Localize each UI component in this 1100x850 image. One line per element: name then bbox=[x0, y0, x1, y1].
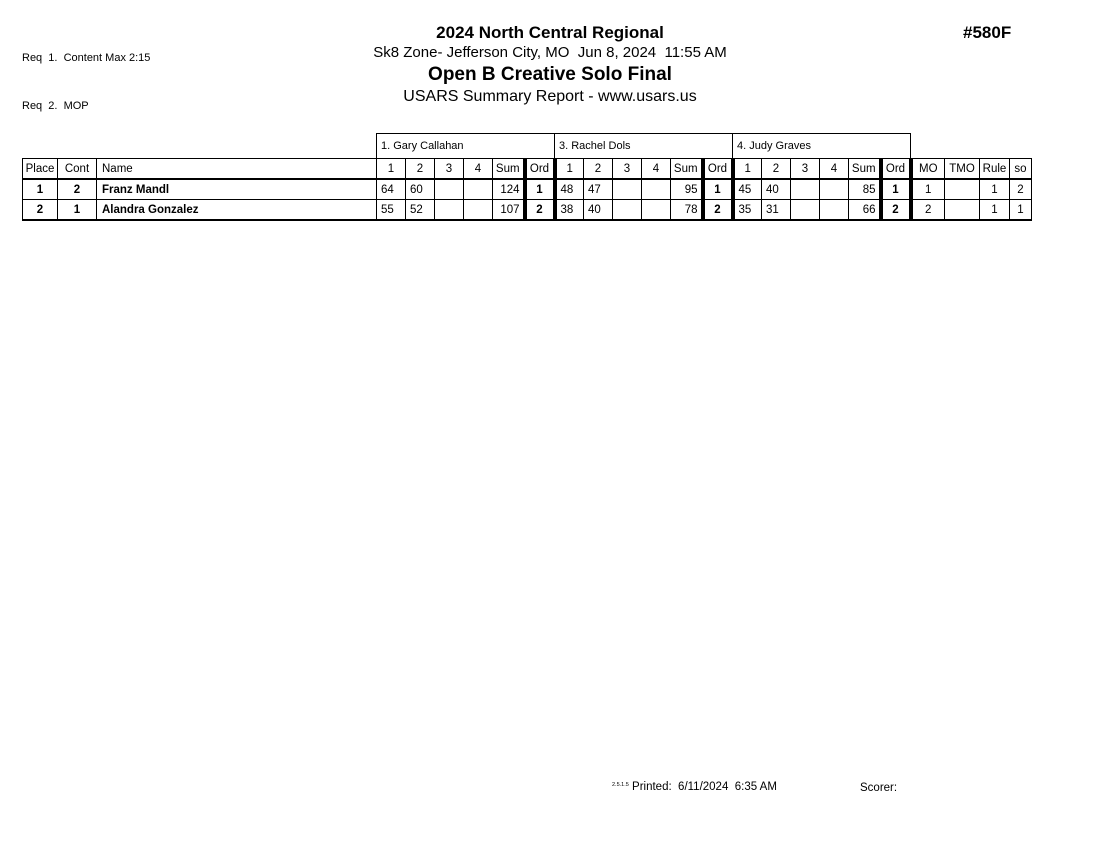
score-cell bbox=[642, 200, 671, 221]
score-cell: 38 bbox=[555, 200, 584, 221]
col-header-j4-score2: 2 bbox=[762, 159, 791, 180]
col-header-j3-score2: 2 bbox=[584, 159, 613, 180]
results-table bbox=[22, 133, 1032, 221]
col-header-j1-ord: Ord bbox=[525, 159, 555, 180]
col-header-j4-score4: 4 bbox=[820, 159, 849, 180]
sum-cell: 66 bbox=[849, 200, 881, 221]
rule-cell: 1 bbox=[980, 179, 1010, 200]
judge-1-name: 1. Gary Callahan bbox=[377, 134, 555, 159]
score-cell: 35 bbox=[733, 200, 762, 221]
judges-row-spacer-right bbox=[911, 134, 1032, 159]
score-cell bbox=[820, 179, 849, 200]
sum-of-ordinals-cell: 1 bbox=[1010, 200, 1032, 221]
col-header-j3-score4: 4 bbox=[642, 159, 671, 180]
col-header-rule: Rule bbox=[980, 159, 1010, 180]
col-header-place: Place bbox=[23, 159, 58, 180]
report-header bbox=[0, 22, 1100, 108]
sum-of-ordinals-cell: 2 bbox=[1010, 179, 1032, 200]
ordinal-cell: 1 bbox=[703, 179, 733, 200]
col-header-j3-score3: 3 bbox=[613, 159, 642, 180]
score-cell bbox=[464, 200, 493, 221]
majority-ordinal-cell: 2 bbox=[911, 200, 945, 221]
result-row bbox=[23, 179, 1032, 200]
score-cell: 48 bbox=[555, 179, 584, 200]
score-cell bbox=[435, 179, 464, 200]
sum-cell: 107 bbox=[493, 200, 525, 221]
report-type-line: USARS Summary Report - www.usars.us bbox=[403, 88, 697, 105]
col-header-j1-sum: Sum bbox=[493, 159, 525, 180]
ordinal-cell: 1 bbox=[881, 179, 911, 200]
judges-row bbox=[23, 134, 1032, 159]
result-row bbox=[23, 200, 1032, 221]
ordinal-cell: 1 bbox=[525, 179, 555, 200]
col-header-name: Name bbox=[97, 159, 377, 180]
sum-cell: 124 bbox=[493, 179, 525, 200]
score-cell: 40 bbox=[584, 200, 613, 221]
col-header-j1-score4: 4 bbox=[464, 159, 493, 180]
score-cell: 55 bbox=[377, 200, 406, 221]
venue-date-line: Sk8 Zone- Jefferson City, MO Jun 8, 2024 11:55 AM bbox=[373, 44, 727, 61]
score-cell bbox=[820, 200, 849, 221]
col-header-j4-ord: Ord bbox=[881, 159, 911, 180]
ordinal-cell: 2 bbox=[525, 200, 555, 221]
col-header-j1-score2: 2 bbox=[406, 159, 435, 180]
ordinal-cell: 2 bbox=[703, 200, 733, 221]
score-cell bbox=[613, 200, 642, 221]
score-cell: 52 bbox=[406, 200, 435, 221]
skater-name-cell: Alandra Gonzalez bbox=[97, 200, 377, 221]
score-cell: 60 bbox=[406, 179, 435, 200]
judge-3-name: 3. Rachel Dols bbox=[555, 134, 733, 159]
majority-ordinal-cell: 1 bbox=[911, 179, 945, 200]
score-cell bbox=[791, 200, 820, 221]
judge-4-name: 4. Judy Graves bbox=[733, 134, 911, 159]
contestant-number-cell: 1 bbox=[58, 200, 97, 221]
contestant-number-cell: 2 bbox=[58, 179, 97, 200]
score-cell: 45 bbox=[733, 179, 762, 200]
col-header-j4-score3: 3 bbox=[791, 159, 820, 180]
score-cell: 47 bbox=[584, 179, 613, 200]
score-cell bbox=[464, 179, 493, 200]
sum-cell: 85 bbox=[849, 179, 881, 200]
score-cell: 31 bbox=[762, 200, 791, 221]
score-cell bbox=[642, 179, 671, 200]
ordinal-cell: 2 bbox=[881, 200, 911, 221]
col-header-j1-score1: 1 bbox=[377, 159, 406, 180]
score-cell: 64 bbox=[377, 179, 406, 200]
col-header-j1-score3: 3 bbox=[435, 159, 464, 180]
column-header-row bbox=[23, 159, 1032, 180]
printed-footer bbox=[612, 781, 777, 793]
col-header-mo: MO bbox=[911, 159, 945, 180]
rule-cell: 1 bbox=[980, 200, 1010, 221]
skater-name-cell: Franz Mandl bbox=[97, 179, 377, 200]
event-code: #580F bbox=[963, 23, 1012, 42]
competition-title: 2024 North Central Regional bbox=[436, 23, 664, 42]
col-header-j3-sum: Sum bbox=[671, 159, 703, 180]
req-line-2: Req 2. MOP bbox=[22, 100, 89, 112]
col-header-j4-sum: Sum bbox=[849, 159, 881, 180]
software-version: 2.5.1.5 bbox=[612, 782, 629, 788]
col-header-so: so bbox=[1010, 159, 1032, 180]
col-header-j4-score1: 1 bbox=[733, 159, 762, 180]
sum-cell: 95 bbox=[671, 179, 703, 200]
printed-text: Printed: 6/11/2024 6:35 AM bbox=[628, 781, 777, 793]
place-cell: 1 bbox=[23, 179, 58, 200]
score-cell bbox=[435, 200, 464, 221]
place-cell: 2 bbox=[23, 200, 58, 221]
score-cell bbox=[613, 179, 642, 200]
sum-cell: 78 bbox=[671, 200, 703, 221]
score-cell bbox=[791, 179, 820, 200]
scorer-label: Scorer: bbox=[860, 782, 898, 794]
event-name: Open B Creative Solo Final bbox=[428, 64, 672, 85]
col-header-j3-ord: Ord bbox=[703, 159, 733, 180]
tmo-cell bbox=[945, 179, 980, 200]
tmo-cell bbox=[945, 200, 980, 221]
col-header-cont: Cont bbox=[58, 159, 97, 180]
score-cell: 40 bbox=[762, 179, 791, 200]
judges-row-spacer-left bbox=[23, 134, 377, 159]
col-header-tmo: TMO bbox=[945, 159, 980, 180]
col-header-j3-score1: 1 bbox=[555, 159, 584, 180]
req-line-1: Req 1. Content Max 2:15 bbox=[22, 52, 151, 64]
